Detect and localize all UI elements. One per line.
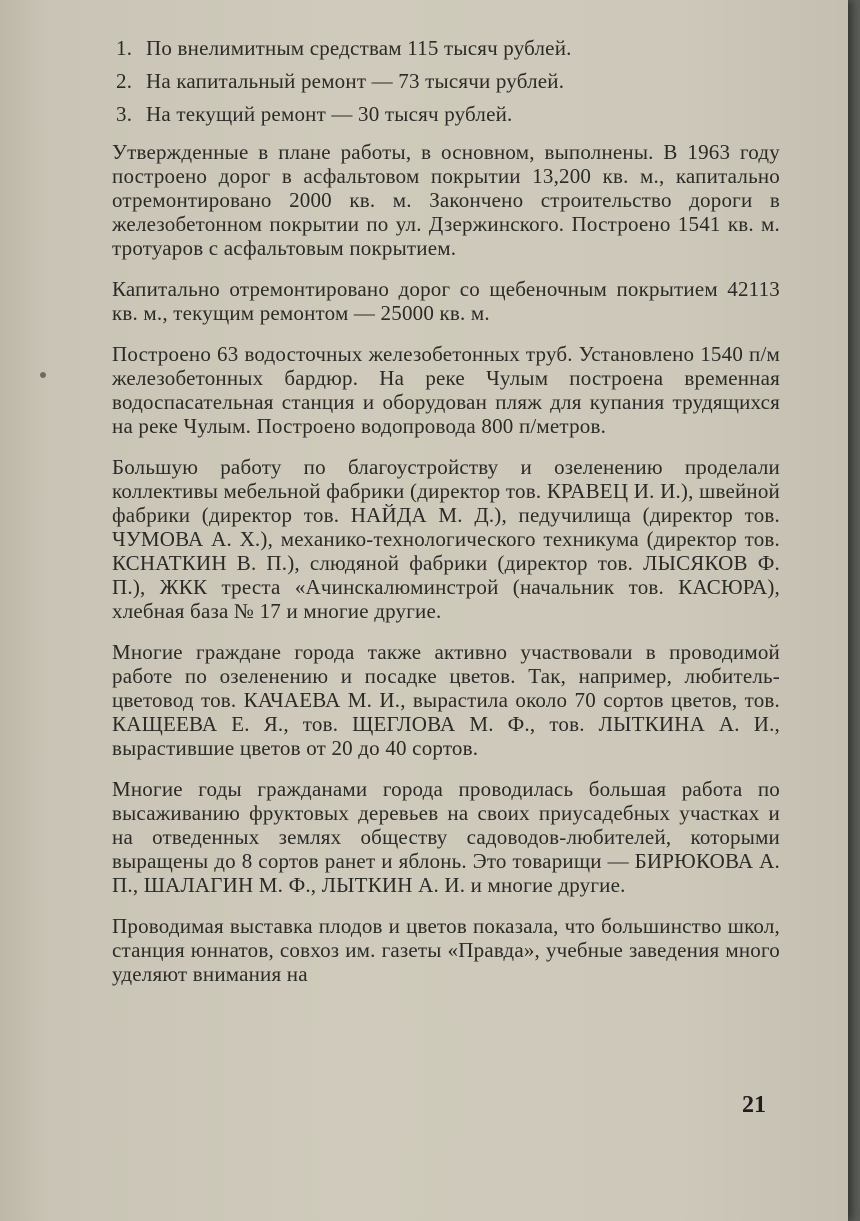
page-number: 21: [742, 1092, 766, 1118]
list-item: [116, 102, 780, 126]
paragraph-pipes: Построено 63 водосточных железобетонных труб. Установлено 1540 п/м железобетонных бардюр. На реке Чулым построена временная водоспасательная станция и оборудован пляж для купания трудящихся на реке Чулым. Построено водопровода 800 п/метров.: [112, 342, 780, 438]
paragraph-roads: Утвержденные в плане работы, в основном, выполнены. В 1963 году построено дорог в асфальтовом покрытии 13,200 кв. м., капитально отремонтировано 2000 кв. м. Закончено строительство дороги в железобетонном покрытии по ул. Дзержинского. Построено 1541 кв. м. тротуаров с асфальтовым покрытием.: [112, 140, 780, 260]
list-number: 1.: [116, 36, 133, 60]
list-text: По внелимитным средствам 115 тысяч рублей.: [146, 36, 572, 60]
paper-speck: [40, 372, 46, 378]
paragraph-flowers: Многие граждане города также активно участвовали в проводимой работе по озеленению и посадке цветов. Так, например, любитель-цветовод тов. КАЧАЕВА М. И., вырастила около 70 сортов цветов, тов. КАЩЕЕВА Е. Я., тов. ЩЕГЛОВА М. Ф., тов. ЛЫТКИНА А. И., вырастившие цветов от 20 до 40 сортов.: [112, 640, 780, 760]
page-text: [112, 36, 780, 1003]
paragraph-repair: Капитально отремонтировано дорог со щебеночным покрытием 42113 кв. м., текущим ремонтом — 25000 кв. м.: [112, 277, 780, 325]
list-number: 2.: [116, 69, 133, 93]
paragraph-landscaping: Большую работу по благоустройству и озеленению проделали коллективы мебельной фабрики (директор тов. КРАВЕЦ И. И.), швейной фабрики (директор тов. НАЙДА М. Д.), педучилища (директор тов. ЧУМОВА А. Х.), механико-технологического техникума (директор тов. КСНАТКИН В. П.), слюдяной фабрики (директор тов. ЛЫСЯКОВ Ф. П.), ЖКК треста «Ачинскалюминстрой (начальник тов. КАСЮРА), хлебная база № 17 и многие другие.: [112, 455, 780, 623]
list-item: [116, 69, 780, 93]
list-item: [116, 36, 780, 60]
list-number: 3.: [116, 102, 133, 126]
paragraph-fruit-trees: Многие годы гражданами города проводилась большая работа по высаживанию фруктовых деревьев на своих приусадебных участках и на отведенных землях обществу садоводов-любителей, которыми выращены до 8 сортов ранет и яблонь. Это товарищи — БИРЮКОВА А. П., ШАЛАГИН М. Ф., ЛЫТКИН А. И. и многие другие.: [112, 777, 780, 897]
list-text: На капитальный ремонт — 73 тысячи рублей.: [146, 69, 565, 93]
list-text: На текущий ремонт — 30 тысяч рублей.: [146, 102, 513, 126]
paragraph-exhibition: Проводимая выставка плодов и цветов показала, что большинство школ, станция юннатов, совхоз им. газеты «Правда», учебные заведения много уделяют внимания на: [112, 914, 780, 986]
